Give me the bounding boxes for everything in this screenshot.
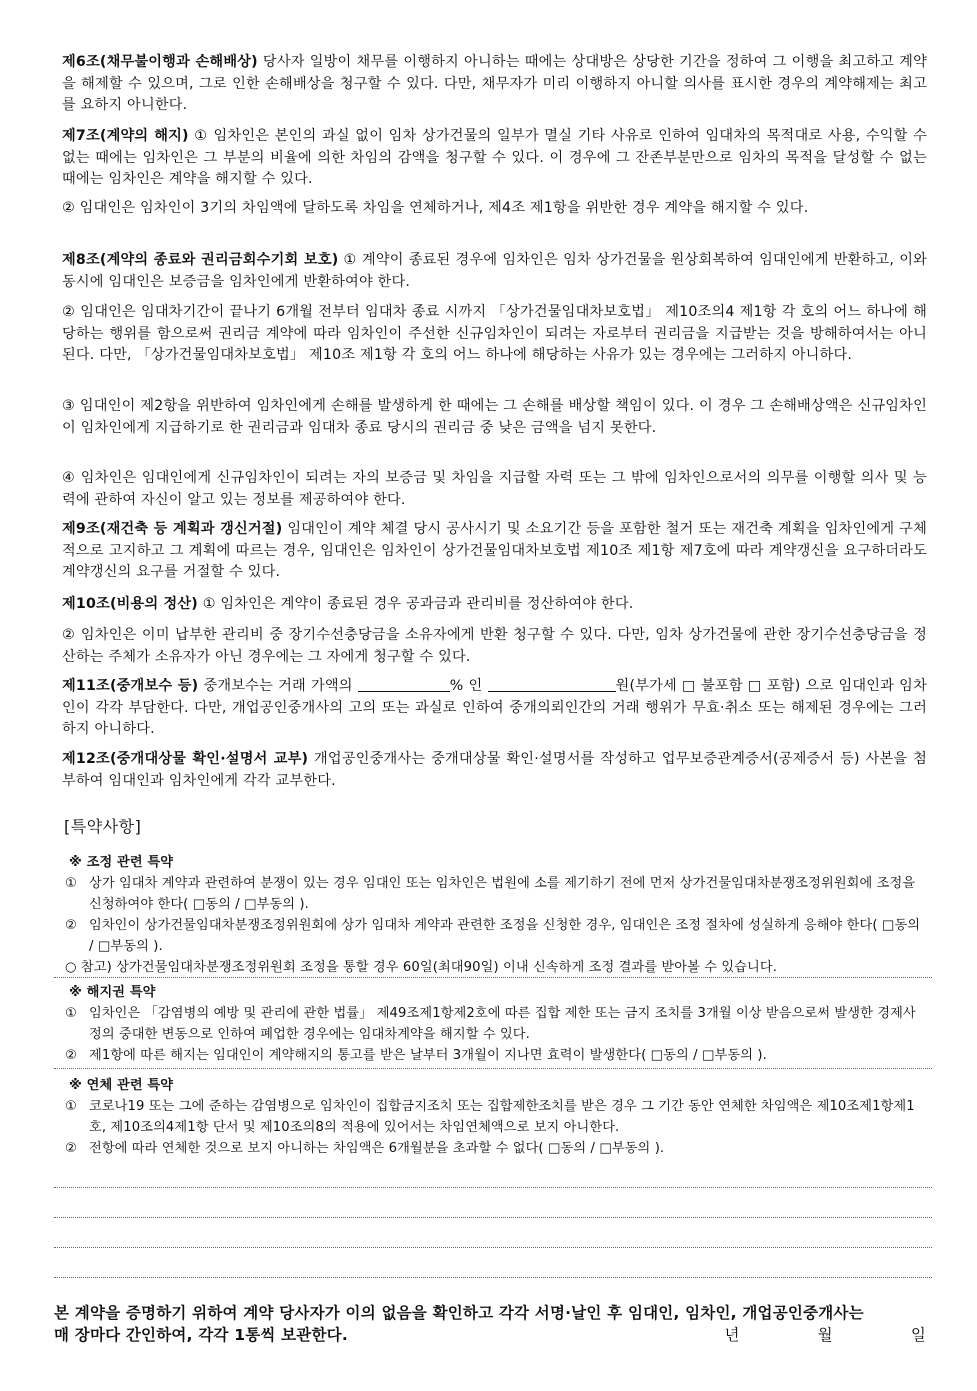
item-number: ②: [65, 918, 77, 933]
date-month-label: 월: [817, 1326, 833, 1344]
dotted-divider: [54, 1068, 932, 1069]
dotted-divider: [54, 977, 932, 978]
closing-statement: [54, 1302, 926, 1346]
article-10: [62, 594, 927, 616]
article-8-p2: ② 임대인은 임대차기간이 끝나기 6개월 전부터 임대차 종료 시까지 「상가건물임대차보호법」 제10조의4 제1항 각 호의 어느 하나에 해당하는 행위를 함으로써 권리금 계약에 따라 임차인이 주선한 신규임차인이 되려는 자로부터 권리금을 지급받는 것을 방해하여서는 아니 된다. 다만, 「상가건물임대차보호법」 제10조 제1항 각 호의 어느 하나에 해당하는 사유가 있는 경우에는 그러하지 아니하다.: [62, 304, 927, 364]
article-9-title: 제9조(재건축 등 계획과 갱신거절): [62, 521, 283, 537]
item-number: ①: [65, 1099, 77, 1114]
item-text: 임차인은 「감염병의 예방 및 관리에 관한 법률」 제49조제1항제2호에 따른 집합 제한 또는 금지 조치를 3개월 이상 받음으로써 발생한 경제사정의 중대한 변동으로 인하여 폐업한 경우에는 임대차계약을 해지할 수 있다.: [89, 1006, 916, 1042]
item-number: ②: [65, 1141, 77, 1156]
arrears-item-1: [65, 1096, 923, 1138]
article-7: [62, 126, 927, 191]
article-7-para-2: [62, 198, 927, 220]
article-9: [62, 519, 927, 584]
article-11-title: 제11조(중개보수 등): [62, 678, 199, 694]
article-10-p2: ② 임차인은 이미 납부한 관리비 중 장기수선충당금을 소유자에게 반환 청구할 수 있다. 다만, 임차 상가건물에 관한 장기수선충당금을 정산하는 주체가 소유자가 아닌 경우에는 그 자에게 청구할 수 있다.: [62, 627, 927, 665]
fee-amount-blank[interactable]: [488, 677, 616, 692]
item-number: ②: [65, 1048, 77, 1063]
special-section-termination: [65, 982, 923, 1066]
arrears-item-2: [65, 1138, 923, 1159]
special-terms-title: [특약사항]: [64, 817, 142, 836]
blank-line-1[interactable]: [54, 1187, 932, 1188]
article-6-title: 제6조(채무불이행과 손해배상): [62, 54, 258, 70]
article-11-text-c: 원(부가세 □ 불포함 □ 포함) 으로 임대인과 임차인이 각각 부담한다. 다만, 개업공인중개사의 고의 또는 과실로 인하여 중개의뢰인간의 거래 행위가 무효·취소 또는 해제된 경우에는 그러하지 아니하다.: [62, 678, 927, 738]
item-text: 제1항에 따른 해지는 임대인이 계약해지의 통고를 받은 날부터 3개월이 지나면 효력이 발생한다( □동의 / □부동의 ).: [89, 1048, 767, 1063]
article-12: [62, 749, 927, 792]
mediation-item-2: [65, 915, 923, 957]
article-10-text: ① 임차인은 계약이 종료된 경우 공과금과 관리비를 정산하여야 한다.: [198, 596, 634, 612]
mediation-item-1: [65, 873, 923, 915]
closing-line-2: 매 장마다 간인하여, 각각 1통씩 보관한다.: [54, 1326, 348, 1344]
article-6: [62, 52, 927, 117]
article-12-text: 개업공인중개사는 중개대상물 확인·설명서를 작성하고 업무보증관계증서(공제증서 등) 사본을 첨부하여 임대인과 임차인에게 각각 교부한다.: [62, 751, 927, 789]
item-text: 임차인이 상가건물임대차분쟁조정위원회에 상가 임대차 계약과 관련한 조정을 신청한 경우, 임대인은 조정 절차에 성실하게 응해야 한다( □동의 / □부동의 ).: [89, 918, 921, 954]
article-7-title: 제7조(계약의 해지): [62, 128, 189, 144]
date-year-label: 년: [724, 1326, 740, 1344]
article-8-para-2: [62, 302, 927, 367]
item-number: ①: [65, 876, 77, 891]
blank-line-3[interactable]: [54, 1247, 932, 1248]
mediation-note: ○ 참고) 상가건물임대차분쟁조정위원회 조정을 통할 경우 60일(최대90일) 이내 신속하게 조정 결과를 받아볼 수 있습니다.: [65, 960, 777, 975]
item-text: 전항에 따라 연체한 것으로 보지 아니하는 차임액은 6개월분을 초과할 수 없다( □동의 / □부동의 ).: [89, 1141, 665, 1156]
special-section-mediation: [65, 852, 923, 978]
article-8-para-3: [62, 396, 927, 439]
special-section-arrears: [65, 1075, 923, 1159]
article-8-p4: ④ 임차인은 임대인에게 신규임차인이 되려는 자의 보증금 및 차임을 지급할 자력 또는 그 밖에 임차인으로서의 의무를 이행할 의사 및 능력에 관하여 자신이 알고 있는 정보를 제공하여야 한다.: [62, 470, 927, 508]
arrears-heading: ※ 연체 관련 특약: [69, 1078, 174, 1093]
signing-date: [646, 1324, 926, 1346]
blank-line-2[interactable]: [54, 1217, 932, 1218]
article-8-p3: ③ 임대인이 제2항을 위반하여 임차인에게 손해를 발생하게 한 때에는 그 손해를 배상할 책임이 있다. 이 경우 그 손해배상액은 신규임차인이 임차인에게 지급하기로 한 권리금과 임대차 종료 당시의 권리금 중 낮은 금액을 넘지 못한다.: [62, 398, 927, 436]
article-9-text: 임대인이 계약 체결 당시 공사시기 및 소요기간 등을 포함한 철거 또는 재건축 계획을 임차인에게 구체적으로 고지하고 그 계획에 따르는 경우, 임대인은 임차인이 상가건물임대차보호법 제10조 제1항 제7호에 따라 계약갱신을 요구하더라도 계약갱신의 요구를 거절할 수 있다.: [62, 521, 927, 581]
article-7-text: ① 임차인은 본인의 과실 없이 임차 상가건물의 일부가 멸실 기타 사유로 인하여 임대차의 목적대로 사용, 수익할 수 없는 때에는 임차인은 그 부분의 비율에 의한 차임의 감액을 청구할 수 있다. 이 경우에 그 잔존부분만으로 임차의 목적을 달성할 수 없는 때에는 임차인은 계약을 해지할 수 있다.: [62, 128, 927, 188]
date-day-label: 일: [910, 1326, 926, 1344]
article-11-text-a: 중개보수는 거래 가액의: [198, 678, 358, 694]
termination-heading: ※ 해지권 특약: [69, 985, 156, 1000]
article-8-text: ① 계약이 종료된 경우에 임차인은 임차 상가건물을 원상회복하여 임대인에게 반환하고, 이와 동시에 임대인은 보증금을 임차인에게 반환하여야 한다.: [62, 252, 928, 290]
article-10-para-2: [62, 625, 927, 668]
article-8-title: 제8조(계약의 종료와 권리금회수기회 보호): [62, 252, 339, 268]
termination-item-2: [65, 1045, 923, 1066]
item-number: ①: [65, 1006, 77, 1021]
article-8-para-4: [62, 468, 927, 511]
article-12-title: 제12조(중개대상물 확인·설명서 교부): [62, 751, 309, 767]
blank-line-4[interactable]: [54, 1277, 932, 1278]
item-text: 코로나19 또는 그에 준하는 감염병으로 임차인이 집합금지조치 또는 집합제한조치를 받은 경우 그 기간 동안 연체한 차임액은 제10조제1항제1호, 제10조의4제1항 단서 및 제10조의8의 적용에 있어서는 차임연체액으로 보지 아니한다.: [89, 1099, 915, 1135]
article-11: [62, 676, 927, 741]
article-6-text: 당사자 일방이 채무를 이행하지 아니하는 때에는 상대방은 상당한 기간을 정하여 그 이행을 최고하고 계약을 해제할 수 있으며, 그로 인한 손해배상을 청구할 수 있다. 다만, 채무자가 미리 이행하지 아니할 의사를 표시한 경우의 계약해제는 최고를 요하지 아니한다.: [62, 54, 927, 114]
article-11-text-b: % 인: [449, 678, 488, 694]
closing-row-2: [54, 1324, 926, 1346]
item-text: 상가 임대차 계약과 관련하여 분쟁이 있는 경우 임대인 또는 임차인은 법원에 소를 제기하기 전에 먼저 상가건물임대차분쟁조정위원회에 조정을 신청하여야 한다( □동의 / □부동의 ).: [89, 876, 916, 912]
mediation-heading: ※ 조정 관련 특약: [69, 855, 174, 870]
article-7-p2: ② 임대인은 임차인이 3기의 차임액에 달하도록 차임을 연체하거나, 제4조 제1항을 위반한 경우 계약을 해지할 수 있다.: [62, 200, 809, 216]
article-10-title: 제10조(비용의 정산): [62, 596, 198, 612]
termination-item-1: [65, 1003, 923, 1045]
closing-line-1: 본 계약을 증명하기 위하여 계약 당사자가 이의 없음을 확인하고 각각 서명·날인 후 임대인, 임차인, 개업공인중개사는: [54, 1304, 864, 1322]
fee-rate-blank[interactable]: [358, 677, 450, 692]
article-8: [62, 250, 927, 293]
